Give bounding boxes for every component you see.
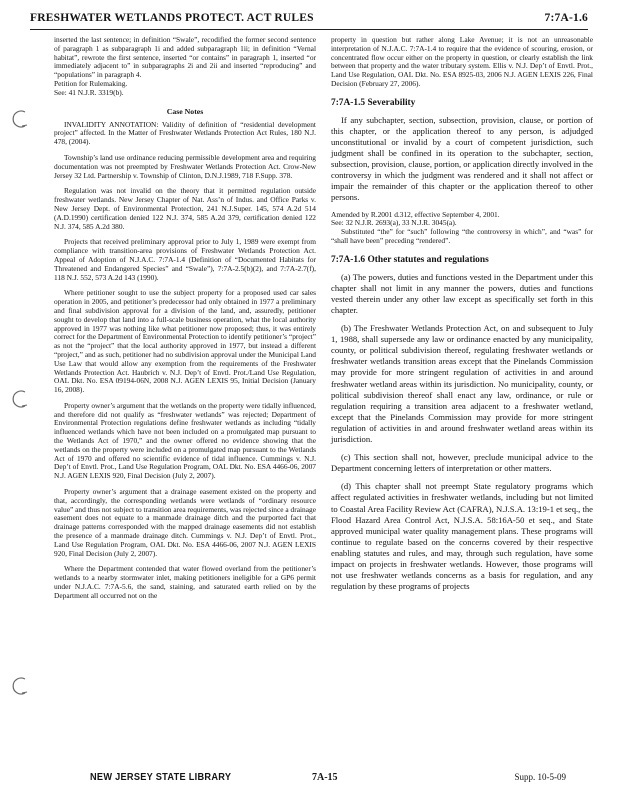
page-number: 7A-15: [312, 772, 338, 783]
case-note: Regulation was not invalid on the theory that it permitted regulation outside freshwater wetlands. New Jersey Chapter of Nat. Ass’n of Indus. and Office Parks v. New Jersey Dept. of Environmental Protection, 241 N.J.Super. 145, 574 A.2d 514 (A.D.1990) certification denied 122 N.J. 374, 585 A.2d 379, certification denied 122 N.J. 374, 585 A.2d 380.: [54, 186, 316, 231]
page-footer: [30, 772, 588, 788]
history-note: inserted the last sentence; in definition “Swale”, recodified the former second sentence of paragraph 1 as subparagraph 1i and added subparagraph 1ii; in definition “Vernal habitat”, rewrote the first sentence, inserted “or contains” in paragraph 1, inserted “or immediately adjacent to” in subparagraphs 2i and 2ii and inserted “reproducing” and “populations” in paragraph 4.: [54, 35, 316, 80]
severability-text: If any subchapter, section, subsection, provision, clause, or portion of this chapter, or the application thereof to any person, is adjudged unconstitutional or invalid by a court of competent jurisdiction, such judgment shall be confined in its operation to the subchapter, section, subsection, provision, clause, portion, or application directly involved in the controversy in which the judgment was rendered and it shall not affect or impair the remainder of this chapter or the application thereof to other persons.: [331, 114, 593, 203]
header-section-ref: 7:7A-1.6: [544, 12, 588, 24]
amendment-see: See: 32 N.J.R. 2693(a), 33 N.J.R. 3045(a).: [331, 218, 457, 228]
subsection-d: (d) This chapter shall not preempt State regulatory programs which affect regulated activities in freshwater wetlands, including but not limited to Coastal Area Facility Review Act (CAFRA), N.J.S.A. 13:19-1 et seq., the Flood Hazard Area Control Act, N.J.S.A. 58:16A-50 et seq., and State approved municipal water quality management plans. These programs will continue to regulate based on the concerns covered by their respective enabling statutes and rules, and may, through such regulation, have some impact on projects in freshwater wetlands. However, those programs will not use freshwater wetlands concerns as a basis for regulation, and any regulation by these programs of projects: [331, 481, 593, 592]
case-note: Township’s land use ordinance reducing permissible development area and requiring documentation was not preempted by Freshwater Wetlands Protection Act. Crow-New Jersey 32 Ltd. Partnership v. Township of Clinton, D.N.J.1989, 718 F.Supp. 378.: [54, 152, 316, 180]
running-header: [30, 12, 588, 28]
petition-note: Petition for Rulemaking.: [54, 78, 128, 88]
subsection-a: (a) The powers, duties and functions vested in the Department under this chapter shall not limit in any manner the powers, duties and functions vested therein under any other law except as specifically set forth in this chapter.: [331, 271, 593, 315]
punch-hole-icon: [8, 108, 30, 130]
right-column: [331, 36, 593, 592]
case-note: Projects that received preliminary approval prior to July 1, 1989 were exempt from compliance with transition-area provisions of Freshwater Wetlands Protection Act. Appeal of Adoption of N.J.A.C. 7:7A-1.4 (Definition of “Documented Habitats for Threatened and Endangered Species” and “Swale”), 7:7A-2.5(b)(2), and 7:7A-2.7(f), 118 N.J. 552, 573 A.2d 143 (1990).: [54, 237, 316, 282]
library-stamp: NEW JERSEY STATE LIBRARY: [90, 772, 232, 783]
supplement-date: Supp. 10-5-09: [514, 772, 566, 782]
left-column: [54, 36, 316, 601]
case-notes-heading: Case Notes: [166, 106, 204, 116]
punch-hole-icon: [8, 388, 30, 410]
case-note: Where petitioner sought to use the subject property for a proposed used car sales operation in 2005, and petitioner’s predecessor had only obtained in 1977 a preliminary and final subdivision approval for a division of the land, and, assuredly, petitioner sought to develop that land into a full-scale business operation, what the local authority approved in 1977 was nothing like what petitioner now proposed; thus, it was entirely correct for the Department of Environmental Protection to identify petitioner’s “project” as not the “project” that the local authority approved in 1977, but instead a different “project,” and as such, petitioner had no subdivision approval under the Municipal Land Use Law that would allow any exemption from the requirements of the Freshwater Wetlands Protection Act. Haubrich v. N.J. Dep’t of Envtl. Prot./Land Use Regulation, OAL Dkt. No. ESA 09194-06N, 2008 N.J. AGEN LEXIS 95, Initial Decision (January 16, 2008).: [54, 288, 316, 395]
header-title: FRESHWATER WETLANDS PROTECT. ACT RULES: [30, 12, 314, 24]
subsection-b: (b) The Freshwater Wetlands Protection Act, on and subsequent to July 1, 1988, shall supersede any law or ordinance enacted by any municipality, county, or political subdivision thereof, regulating freshwater wetlands or freshwater wetlands transition areas except that the Pinelands Commission may provide for more stringent regulation of activities in and around freshwater wetland areas within its jurisdiction. No municipality, county, or political subdivision thereof shall enact any law, ordinance, or rule or regulation requiring a transition area adjacent to a freshwater wetland, except that the Pinelands Commission may provide for more stringent regulation of activities in and around freshwater wetland areas within its jurisdiction.: [331, 323, 593, 445]
substitution-note: Substituted “the” for “such” following “the controversy in which”, and “was” for “shall have been” preceding “rendered”.: [331, 227, 593, 245]
subsection-c: (c) This section shall not, however, preclude municipal advice to the Department concerning letters of interpretation or other matters.: [331, 452, 593, 474]
section-heading-severability: 7:7A-1.5 Severability: [331, 97, 416, 108]
case-note: INVALIDITY ANNOTATION: Validity of definition of “residential development project” affected. In the Matter of Freshwater Wetlands Protection Act Rules, 180 N.J. 478, (2004).: [54, 119, 316, 147]
amendment-note: Amended by R.2001 d.312, effective September 4, 2001.: [331, 209, 500, 219]
punch-hole-icon: [8, 675, 30, 697]
case-note: Where the Department contended that water flowed overland from the petitioner’s wetlands to a nearby stormwater inlet, making petitioners ineligible for a GP6 permit under N.J.A.C. 7:7A-5.6, the sand, staining, and saturated earth relied on by the Department all occurred not on the: [54, 564, 316, 600]
case-note: Property owner’s argument that a drainage easement existed on the property and that, accordingly, the corresponding wetlands were wetlands of “ordinary resource value” and thus not subject to transition area requirements, was rejected since a drainage easement does not equate to a manmade drainage ditch and the purported fact that drainage patterns corresponded with the mapped drainage easements did not establish the presence of a manmade drainage ditch. Cummings v. N.J. Dep’t of Envtl. Prot., Land Use Regulation Program, OAL Dkt. No. ESA 4466-06, 2007 N.J. AGEN LEXIS 920, Final Decision (July 2, 2007).: [54, 487, 316, 558]
case-note-continuation: property in question but rather along Lake Avenue; it is not an unreasonable interpretation of N.J.A.C. 7:7A-1.4 to require that the evidence of scouring, erosion, or concentrated flow occur either on the property in question, or clearly establish the link between that property and the water tributary system. Ellis v. N.J. Dep’t of Envtl. Prot., Land Use Regulation, OAL Dkt. No. ESA 8925-03, 2006 N.J. AGEN LEXIS 226, Final Decision (February 27, 2006).: [331, 35, 593, 88]
section-heading-other-statutes: 7:7A-1.6 Other statutes and regulations: [331, 254, 489, 265]
case-note: Property owner’s argument that the wetlands on the property were tidally influenced, and therefore did not qualify as “freshwater wetlands” was rejected; Department of Environmental Protection regulations define freshwater wetlands as including “tidally influenced wetlands which have not been included on a promulgated map pursuant to the Wetlands Act of 1970,” and the owner offered no evidence showing that the wetlands on the property were included on a promulgated map pursuant to the Wetlands Act of 1970 and offered no scientific evidence of tidal influence. Cummings v. N.J. Dep’t of Envtl. Prot., Land Use Regulation Program, OAL Dkt. No. ESA 4466-06, 2007 N.J. AGEN LEXIS 920, Final Decision (July 2, 2007).: [54, 400, 316, 481]
see-citation: See: 41 N.J.R. 3319(b).: [54, 87, 124, 97]
header-rule: [30, 29, 588, 30]
